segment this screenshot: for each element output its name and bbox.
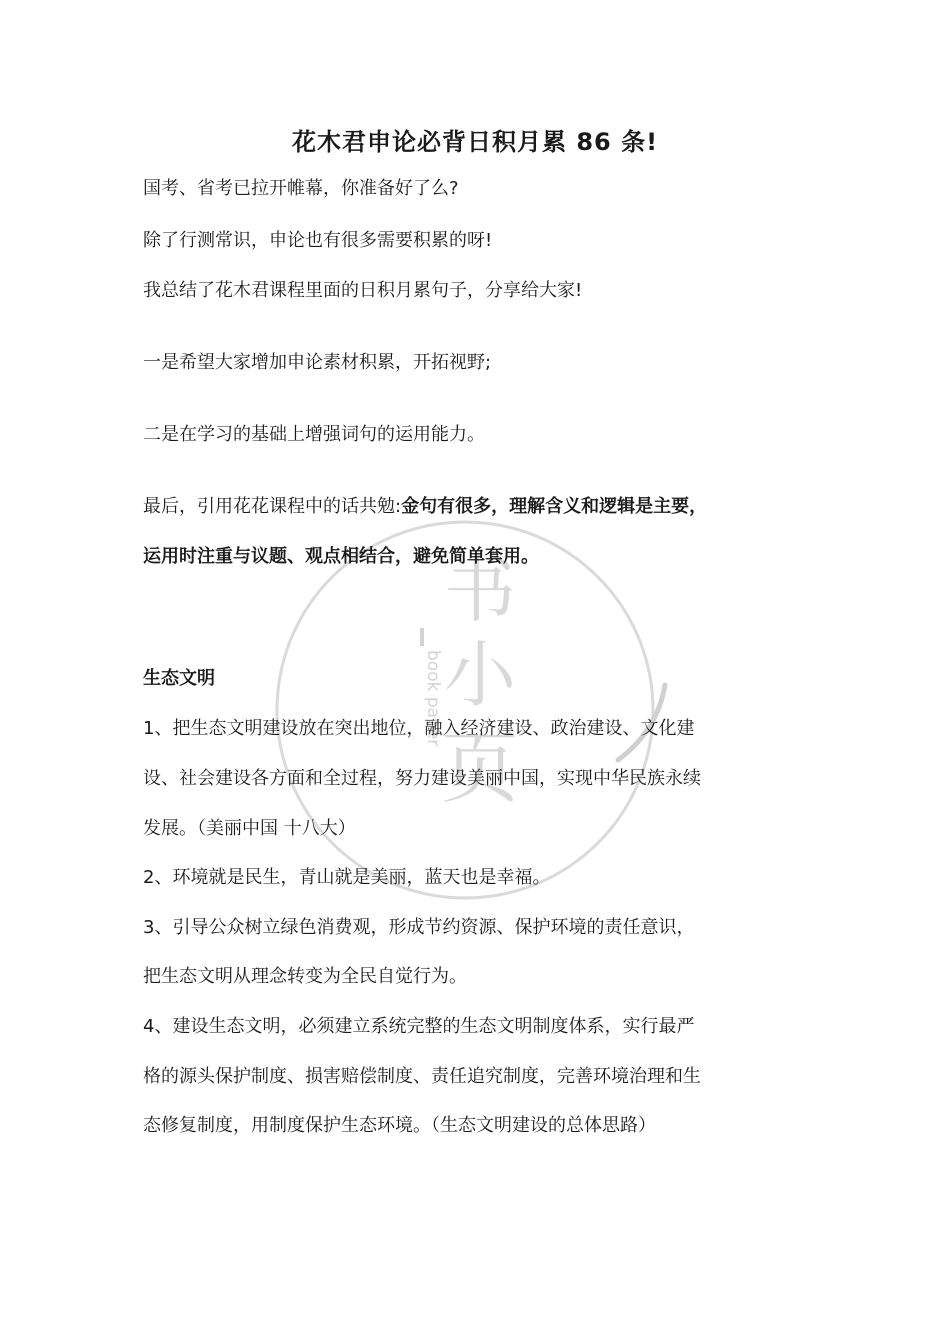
intro-line-3: 我总结了花木君课程里面的日积月累句子，分享给大家!	[143, 280, 583, 301]
intro-line-2: 除了行测常识，申论也有很多需要积累的呀!	[143, 230, 493, 251]
item-1-line-2: 设、社会建设各方面和全过程，努力建设美丽中国，实现中华民族永续	[143, 768, 701, 789]
item-2-line-1: 2、环境就是民生，青山就是美丽，蓝天也是幸福。	[143, 867, 551, 888]
intro-line-1: 国考、省考已拉开帷幕，你准备好了么?	[143, 178, 459, 199]
item-3-line-1: 3、引导公众树立绿色消费观，形成节约资源、保护环境的责任意识，	[143, 917, 695, 938]
closing-quote-line-2: 运用时注重与议题、观点相结合，避免简单套用。	[143, 546, 539, 567]
section-heading: 生态文明	[143, 668, 215, 689]
watermark-char-3: 页	[440, 724, 520, 814]
item-3-line-2: 把生态文明从理念转变为全民自觉行为。	[143, 966, 467, 987]
watermark-char-2: 小	[443, 633, 517, 717]
watermark-char-1: 书	[443, 548, 517, 632]
page-title: 花木君申论必背日积月累 86 条!	[291, 128, 659, 156]
purpose-line-2: 二是在学习的基础上增强词句的运用能力。	[143, 424, 485, 445]
item-4-line-3: 态修复制度，用制度保护生态环境。（生态文明建设的总体思路）	[143, 1115, 656, 1136]
purpose-line-1: 一是希望大家增加申论素材积累，开拓视野;	[143, 352, 492, 373]
watermark-latin: book paper	[423, 650, 443, 747]
closing-lead: 最后，引用花花课程中的话共勉:	[143, 496, 402, 517]
closing-paragraph	[143, 491, 823, 523]
closing-quote-line-1: 金句有很多，理解含义和逻辑是主要，	[401, 496, 708, 517]
item-4-line-1: 4、建设生态文明，必须建立系统完整的生态文明制度体系，实行最严	[143, 1016, 695, 1037]
item-4-line-2: 格的源头保护制度、损害赔偿制度、责任追究制度，完善环境治理和生	[143, 1066, 701, 1087]
item-1-line-3: 发展。（美丽中国 十八大）	[143, 818, 356, 839]
item-1-line-1: 1、把生态文明建设放在突出地位，融入经济建设、政治建设、文化建	[143, 718, 695, 739]
